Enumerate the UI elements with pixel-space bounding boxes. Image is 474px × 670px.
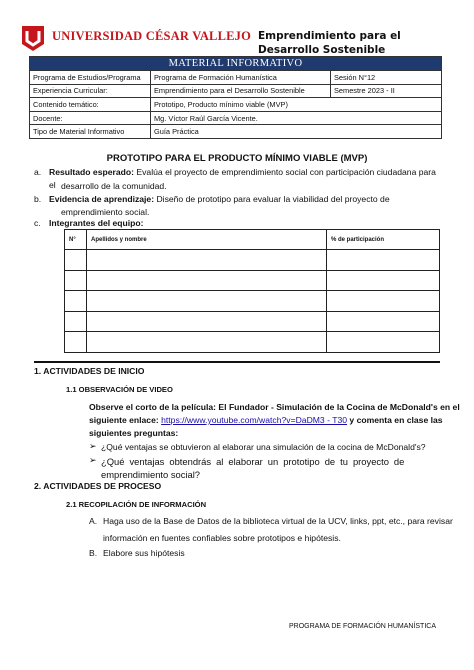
item-label: Evidencia de aprendizaje: [49, 194, 155, 204]
question-item: emprendimiento social? [101, 469, 201, 480]
members-table [64, 229, 440, 353]
table-cell[interactable] [87, 250, 327, 271]
info-cell: Mg. Víctor Raúl García Vicente. [151, 111, 442, 125]
table-cell[interactable] [65, 311, 87, 332]
info-cell: Semestre 2023 - II [331, 84, 442, 98]
table-cell[interactable] [87, 291, 327, 312]
subsection-heading: 2.1 RECOPILACIÓN DE INFORMACIÓN [66, 500, 207, 509]
youtube-link[interactable]: https://www.youtube.com/watch?v=DaDM3 - T30 [161, 415, 348, 425]
subsection-heading: 1.1 OBSERVACIÓN DE VIDEO [66, 385, 173, 394]
info-row [30, 71, 442, 85]
section-divider [34, 361, 440, 363]
page-header [0, 0, 474, 56]
column-header: Apellidos y nombre [87, 230, 327, 250]
table-cell[interactable] [87, 270, 327, 291]
column-header: % de participación [327, 230, 440, 250]
list-item: Haga uso de la Base de Datos de la biblioteca virtual de la UCV, links, ppt, etc., para revisar [103, 516, 453, 526]
info-table [29, 56, 442, 139]
link-intro: siguiente enlace: [89, 415, 162, 425]
info-cell: Programa de Estudios/Programa [30, 71, 151, 85]
info-cell: Contenido temático: [30, 98, 151, 112]
table-row [65, 270, 440, 291]
info-row [30, 84, 442, 98]
table-row [65, 291, 440, 312]
table-cell[interactable] [87, 311, 327, 332]
ucv-logo-icon [20, 24, 46, 52]
table-header-row [65, 230, 440, 250]
table-row [65, 332, 440, 353]
info-cell: Prototipo, Producto mínimo viable (MVP) [151, 98, 442, 112]
info-cell: Tipo de Material Informativo [30, 125, 151, 139]
list-marker: B. [89, 548, 98, 558]
table-cell[interactable] [65, 250, 87, 271]
link-outro: y comenta en clase las [347, 415, 443, 425]
item-marker: b. [34, 194, 42, 204]
course-title: Emprendimiento para el Desarrollo Sostenible [258, 30, 401, 56]
info-row [30, 125, 442, 139]
table-cell[interactable] [327, 332, 440, 353]
table-cell[interactable] [327, 291, 440, 312]
item-label: Resultado esperado: [49, 167, 135, 177]
table-cell[interactable] [327, 311, 440, 332]
item-text: Evalúa el proyecto de emprendimiento social con participación ciudadana para el [49, 167, 436, 190]
item-text: desarrollo de la comunidad. [61, 181, 167, 191]
table-cell[interactable] [87, 332, 327, 353]
info-banner: MATERIAL INFORMATIVO [30, 57, 442, 71]
table-cell[interactable] [65, 291, 87, 312]
arrow-bullet-icon: ➢ [89, 455, 97, 465]
info-row [30, 98, 442, 112]
table-cell[interactable] [327, 250, 440, 271]
item-marker: c. [34, 218, 41, 228]
item-label: Integrantes del equipo: [49, 218, 144, 228]
page-footer: PROGRAMA DE FORMACIÓN HUMANÍSTICA [288, 623, 436, 630]
info-cell: Sesión N°12 [331, 71, 442, 85]
column-header: N° [65, 230, 87, 250]
item-text: Diseño de prototipo para evaluar la viabilidad del proyecto de [154, 194, 390, 204]
item-evidence [49, 193, 444, 206]
list-marker: A. [89, 516, 98, 526]
info-cell: Docente: [30, 111, 151, 125]
table-row [65, 311, 440, 332]
table-cell[interactable] [327, 270, 440, 291]
arrow-bullet-icon: ➢ [89, 441, 97, 451]
info-cell: Experiencia Curricular: [30, 84, 151, 98]
item-text: emprendimiento social. [61, 207, 150, 217]
table-cell[interactable] [65, 270, 87, 291]
question-item: ¿Qué ventajas obtendrás al elaborar un prototipo de tu proyecto de [101, 456, 405, 467]
document-title: PROTOTIPO PARA EL PRODUCTO MÍNIMO VIABLE (MVP) [106, 153, 368, 164]
info-row [30, 111, 442, 125]
info-cell: Programa de Formación Humanística [151, 71, 331, 85]
info-cell: Emprendimiento para el Desarrollo Sostenible [151, 84, 331, 98]
video-instruction-end: siguientes preguntas: [89, 428, 179, 438]
item-marker: a. [34, 167, 42, 177]
table-row [65, 250, 440, 271]
section-heading: 1. ACTIVIDADES DE INICIO [34, 366, 145, 376]
question-item: ¿Qué ventajas se obtuvieron al elaborar una simulación de la cocina de McDonald's? [101, 442, 426, 452]
list-item: Elabore sus hipótesis [103, 548, 185, 558]
table-cell[interactable] [65, 332, 87, 353]
video-instruction: Observe el corto de la película: El Fundador - Simulación de la Cocina de McDonald's en el [89, 402, 460, 412]
university-name: UNIVERSIDAD CÉSAR VALLEJO [52, 29, 252, 43]
video-link-line [89, 414, 443, 427]
list-item: información en fuentes confiables sobre prototipos e hipótesis. [103, 533, 341, 543]
section-heading: 2. ACTIVIDADES DE PROCESO [34, 481, 162, 491]
info-cell: Guía Práctica [151, 125, 442, 139]
